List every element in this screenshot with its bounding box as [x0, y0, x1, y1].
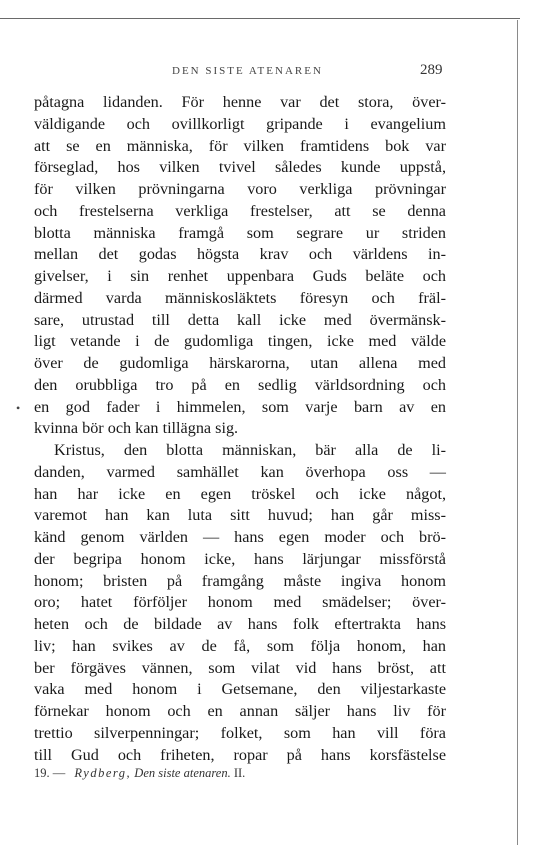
running-head: DEN SISTE ATENAREN — [172, 65, 323, 77]
text-line: till Gud och friheten, ropar på hans korsfästelse — [34, 745, 446, 764]
text-line: den orubbliga tro på en sedlig världsordning och — [34, 375, 446, 394]
text-line: han har icke en egen tröskel och icke något, — [34, 484, 446, 503]
top-rule — [0, 18, 520, 19]
text-line: liv; han svikes av de få, som följa honom, han — [34, 636, 446, 655]
text-line: förnekar honom och en annan säljer hans liv för — [34, 702, 446, 720]
text-line: ligt vetande i de gudomliga tingen, icke med välde — [34, 332, 446, 351]
text-line: mellan det godas högsta krav och världens in- — [34, 245, 446, 264]
text-line: över de gudomliga härskarorna, utan allena med — [34, 354, 446, 372]
text-line: oro; hatet förföljer honom med smädelser; över- — [34, 593, 446, 612]
text-line: danden, varmed samhället kan överhopa oss — — [34, 462, 446, 481]
text-line: honom; bristen på framgång måste ingiva honom — [34, 571, 446, 590]
footer-title: Den siste atenaren. — [134, 766, 231, 780]
text-line: varemot han kan luta sitt huvud; han går miss- — [34, 506, 446, 525]
text-line: en god fader i himmelen, som varje barn av en — [34, 397, 446, 416]
text-line: känd genom världen — hans egen moder och brö- — [34, 528, 446, 546]
page-header — [0, 62, 544, 82]
text-line: heten och de bildade av hans folk eftertrakta hans — [34, 615, 446, 633]
text-line: sare, utrustad till detta kall icke med övermänsk- — [34, 310, 446, 329]
text-line: givelser, i sin renhet uppenbara Guds beläte och — [34, 267, 446, 285]
text-line: ber förgäves vännen, som vilat vid hans bröst, att — [34, 658, 446, 677]
side-rule — [517, 20, 518, 845]
text-line: kvinna bör och kan tillägna sig. — [34, 419, 239, 438]
text-line: Kristus, den blotta människan, bär alla de li- — [54, 441, 446, 459]
text-line: därmed varda människosläktets föresyn och fräl- — [34, 288, 446, 307]
signature-footer — [34, 766, 245, 781]
text-line: blotta människa framgå som segrare ur striden — [34, 223, 446, 242]
footer-author: Rydberg, — [74, 766, 132, 780]
text-line: trettio silverpenningar; folket, som han vill föra — [34, 723, 446, 742]
page-number: 289 — [420, 62, 443, 78]
margin-mark: • — [16, 401, 21, 415]
text-line: påtagna lidanden. För henne var det stora, över- — [34, 93, 446, 111]
body-text — [34, 92, 446, 766]
footer-volume: II. — [233, 766, 246, 780]
text-line: der begripa honom icke, hans lärjungar missförstå — [34, 549, 446, 568]
text-line: väldigande och ovillkorligt gripande i evangelium — [34, 114, 446, 133]
text-line: vaka med honom i Getsemane, den viljestarkaste — [34, 680, 446, 699]
text-line: och frestelserna verkliga frestelser, att se denna — [34, 201, 446, 220]
text-line: för vilken prövningarna voro verkliga prövningar — [34, 180, 446, 198]
signature-mark: 19. — — [34, 766, 66, 780]
text-line: att se en människa, för vilken framtidens bok var — [34, 136, 446, 155]
text-line: förseglad, hos vilken tvivel således kunde uppstå, — [34, 158, 446, 177]
